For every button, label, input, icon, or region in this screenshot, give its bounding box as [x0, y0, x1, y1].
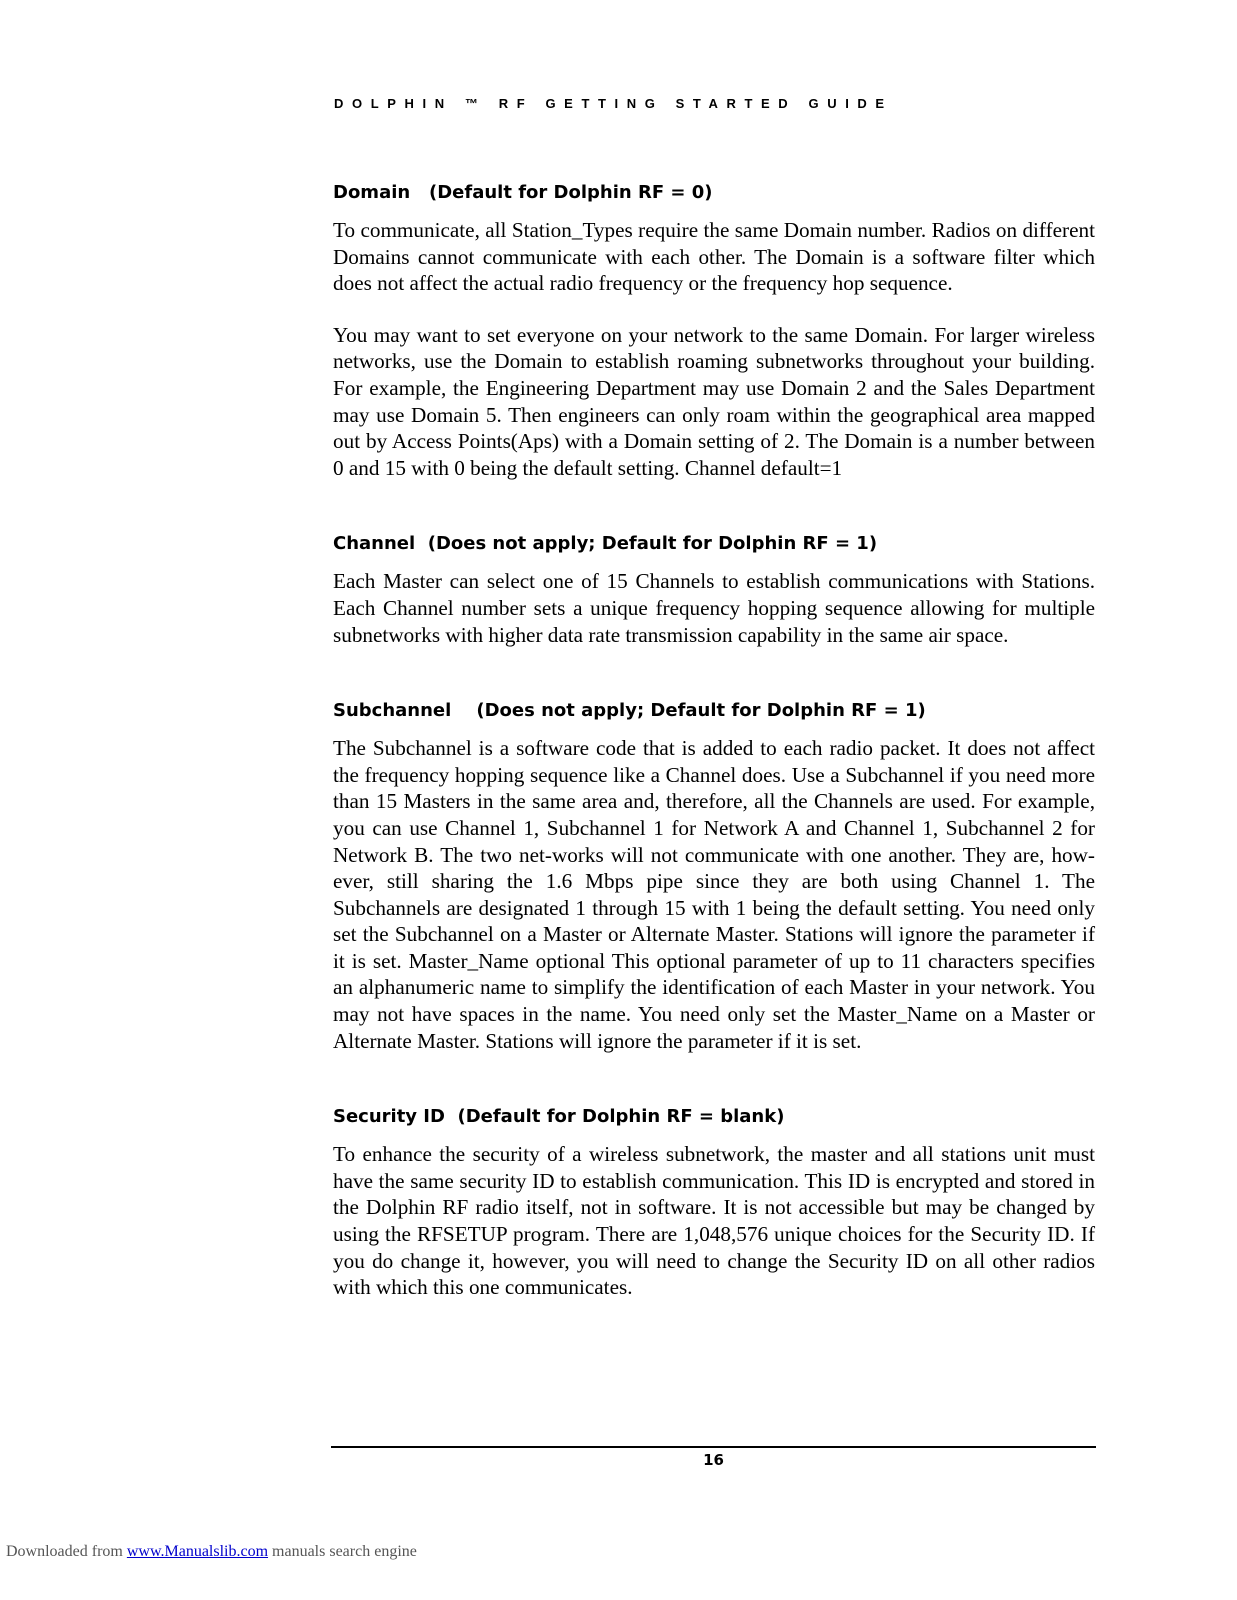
- section-heading-channel: Channel (Does not apply; Default for Dolphin RF = 1): [333, 533, 878, 555]
- section-channel: [333, 530, 1095, 648]
- watermark-prefix: Downloaded from: [6, 1543, 127, 1560]
- paragraph: To enhance the security of a wireless subnetwork, the master and all stations unit must have the same security ID to establish communication. This ID is encrypted and stored in the Dolphin RF radio itself, not in software. It is not accessible but may be changed by using the RFSETUP program. There are 1,048,576 unique choices for the Security ID. If you do change it, however, you will need to change the Security ID on all other radios with which this one communicates.: [333, 1142, 1095, 1300]
- section-subchannel: [333, 697, 1095, 1054]
- footer-rule: [331, 1446, 1096, 1448]
- section-security-id: [333, 1103, 1095, 1301]
- page-content: [333, 179, 1095, 1301]
- manualslib-link[interactable]: www.Manualslib.com: [126, 1543, 269, 1560]
- paragraph: The Subchannel is a software code that is added to each radio packet. It does not affect the frequency hopping sequence like a Channel does. Use a Subchannel if you need more than 15 Masters in the same area and, therefore, all the Channels are used. For example, you can use Channel 1, Subchannel 1 for Network A and Channel 1, Subchannel 2 for Network B. The two net-works will not communicate with one another. They are, how-ever, still sharing the 1.6 Mbps pipe since they are both using Channel 1. The Subchannels are designated 1 through 15 with 1 being the default setting. You need only set the Subchannel on a Master or Alternate Master. Stations will ignore the parameter if it is set. Master_Name optional This optional parameter of up to 11 characters specifies an alphanumeric name to simplify the identification of each Master in your network. You may not have spaces in the name. You need only set the Master_Name on a Master or Alternate Master. Stations will ignore the parameter if it is set.: [333, 736, 1095, 1053]
- paragraph: To communicate, all Station_Types require the same Domain number. Radios on different Domains cannot communicate with each other. The Domain is a software filter which does not affect the actual radio frequency or the frequency hop sequence.: [333, 218, 1095, 296]
- page-number: 16: [703, 1451, 724, 1469]
- paragraph: You may want to set everyone on your network to the same Domain. For larger wireless networks, use the Domain to establish roaming subnetworks throughout your building. For example, the Engineering Department may use Domain 2 and the Sales Department may use Domain 5. Then engineers can only roam within the geographical area mapped out by Access Points(Aps) with a Domain setting of 2. The Domain is a number between 0 and 15 with 0 being the default setting. Channel default=1: [333, 322, 1095, 480]
- running-header: DOLPHIN ™ RF GETTING STARTED GUIDE: [334, 96, 893, 111]
- section-domain: [333, 179, 1095, 481]
- section-heading-security-id: Security ID (Default for Dolphin RF = blank): [333, 1106, 785, 1128]
- section-heading-domain: Domain (Default for Dolphin RF = 0): [333, 182, 713, 203]
- paragraph: Each Master can select one of 15 Channels to establish communications with Stations. Each Channel number sets a unique frequency hopping sequence allowing for multiple subnetworks with higher data rate transmission capability in the same air space.: [333, 569, 1095, 647]
- download-watermark: [6, 1543, 417, 1561]
- section-heading-subchannel: Subchannel (Does not apply; Default for Dolphin RF = 1): [333, 700, 926, 722]
- watermark-suffix: manuals search engine: [268, 1543, 417, 1560]
